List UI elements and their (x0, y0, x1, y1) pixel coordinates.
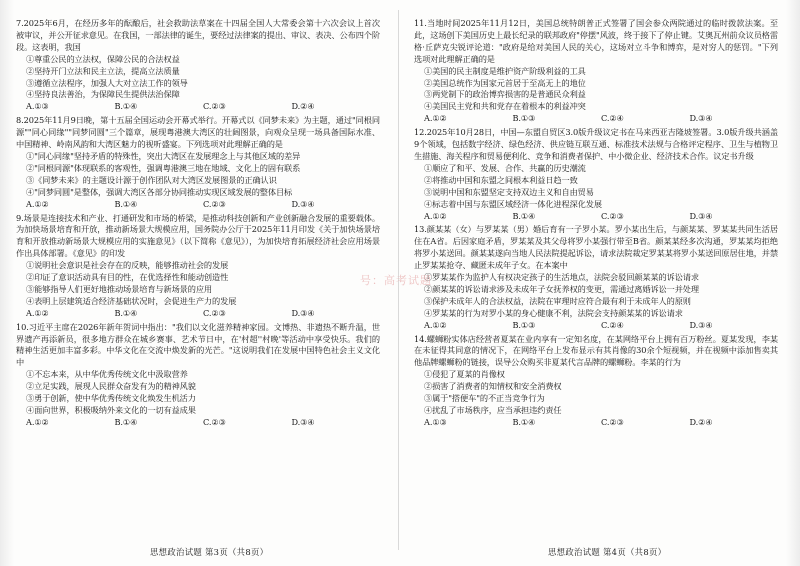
question-block (414, 334, 778, 429)
statement-option: ④扰乱了市场秩序，应当承担违约责任 (424, 405, 562, 415)
statement-option: ③保护未成年人的合法权益，法院在审理时应符合最有利于未成年人的原则 (424, 295, 691, 306)
statement-option: ①顺应了和平、发展、合作、共赢的历史潮流 (424, 162, 586, 173)
question-block (16, 213, 380, 320)
statement-option: ①罗某某作为监护人有权决定孩子的生活地点，法院会驳回颜某某的诉讼请求 (424, 272, 699, 283)
answer-choice: A.①② (424, 210, 447, 221)
statement-option: ②"同根同源"体现联系的客观性，强调粤港澳三地在地域、文化上的固有联系 (26, 162, 301, 173)
question-block (16, 322, 380, 429)
answer-choice: B.①③ (512, 113, 536, 124)
question-block (16, 18, 380, 113)
answer-choice: C.②④ (601, 113, 624, 124)
answer-choice: C.②③ (203, 307, 226, 318)
statement-option: ①说明社会意识是社会存在的反映，能够推动社会的发展 (26, 260, 229, 271)
answer-choices (16, 199, 380, 211)
answer-choice: D.②④ (291, 101, 315, 112)
answer-choices (414, 320, 778, 332)
statement-option: ②印证了意识活动具有目的性，在优选择性和能动创造性 (26, 272, 229, 283)
answer-choice: C.②④ (601, 319, 624, 330)
answer-choice: D.③④ (689, 113, 713, 124)
statement-option: ④标志着中国与东盟区域经济一体化进程深化发展 (424, 198, 602, 209)
statement-option: ④罗某某的行为对罗小某的身心健康不利，法院会支持颜某某的诉讼请求 (424, 307, 683, 318)
answer-choice: C.②③ (203, 198, 226, 209)
page-edge-shadow (786, 0, 800, 566)
question-stem: 8.2025年11月9日晚，第十五届全国运动会开幕式举行。开幕式以《同梦未来》为主题，通过"同根同源""同心同缘""同梦同圆"三个篇章，展现粤港澳大湾区的壮阔图景，向观众呈现一场具备国际水准、中国精神、岭南风韵和大湾区魅力的视听盛宴。下列选项对此理解正确的是 (16, 115, 380, 150)
answer-choice: A.①② (26, 198, 49, 209)
answer-choice: A.①② (424, 113, 447, 124)
statement-option: ④面向世界，积极吸纳外来文化的一切有益成果 (26, 405, 196, 415)
answer-choice: D.③④ (689, 319, 713, 330)
answer-choices (16, 308, 380, 320)
statement-option: ③《同梦未来》的主题设计源于创作团队对大湾区发展图景的正确认识 (26, 174, 277, 185)
statement-option: ①侵犯了夏某的肖像权 (424, 369, 505, 380)
page-edge-shadow (0, 0, 14, 566)
answer-choice: B.①④ (114, 307, 138, 318)
answer-choices (16, 101, 380, 113)
right-page-column (414, 18, 778, 538)
statement-option: ①"同心同缘"坚持矛盾的特殊性，突出大湾区在发展理念上与其他区域的差异 (26, 150, 301, 161)
answer-choices (414, 417, 778, 429)
answer-choice: D.③④ (689, 210, 713, 221)
answer-choice: A.①② (26, 307, 49, 318)
statement-option: ③两党制下的政治博弈损害的是普通民众利益 (424, 89, 586, 100)
statement-option: ②颜某某的诉讼请求涉及未成年子女抚养权的变更，需通过离婚诉讼一并处理 (424, 283, 699, 294)
statement-option: ④"同梦同圆"是整体，强调大湾区各部分协同推动实现区域发展的整体目标 (26, 186, 293, 197)
answer-choice: A.①② (26, 416, 49, 427)
statement-option: ②将推动中国和东盟之间根本利益日趋一致 (424, 174, 578, 185)
answer-choices (414, 211, 778, 223)
answer-choice: A.①② (424, 319, 447, 330)
statement-option: ④美国民主党和共和党存在着根本的利益冲突 (424, 101, 586, 112)
statement-option: ③说明中国和东盟坚定支持双边主义和自由贸易 (424, 186, 594, 197)
question-stem: 9.场景是连接技术和产业、打通研发和市场的桥梁，是推动科技创新和产业创新融合发展的重要载体。为加快场景培育和开放，推动新场景大规模应用，国务院办公厅于2025年11月印发《关于加快场景培育和开放推动新场景大规模应用的实施意见》（以下简称《意见》），为加快培育拓展经济社会应用场景作出具体部署。《意见》的印发 (16, 212, 380, 259)
statement-option: ②立足实践，展现人民群众奋发有为的精神风貌 (26, 381, 196, 392)
answer-choice: B.①④ (114, 101, 138, 112)
question-stem: 10.习近平主席在2026年新年贺词中指出："我们以文化滋养精神家园。文博热、非遗热不断升温，世界遗产再添新员，很多地方群众在城乡赛事、艺术节日中，在'村超''村晚'等活动中享受快乐。我们的精神生活更加丰富多彩。中华文化在交流中焕发新的光芒。"这说明我们在发展中国特色社会主义文化中 (16, 321, 380, 368)
answer-choices (414, 113, 778, 125)
answer-choice: C.②③ (601, 416, 624, 427)
answer-choice: B.①④ (512, 210, 536, 221)
answer-choice: C.②③ (203, 416, 226, 427)
question-stem: 13.颜某某（女）与罗某某（男）婚后育有一子罗小某。罗小某出生后，与颜某某、罗某某共同生活居住在A省。后因家庭矛盾，罗某某及其父母将罗小某强行带至B省。颜某某经多次沟通，罗某某均拒绝将罗小某送回。颜某某遂向当地人民法院提起诉讼，请求法院裁定罗某某将罗小某送回原居住地，并禁止罗某某抢夺、藏匿未成年子女。在本案中 (414, 224, 778, 271)
question-block (414, 224, 778, 331)
answer-choice: D.②④ (689, 416, 713, 427)
answer-choice: B.①④ (114, 198, 138, 209)
question-block (16, 115, 380, 210)
watermark-text: 号：高考试题 (360, 274, 432, 287)
statement-option: ③遵循立法程序，加强人大对立法工作的领导 (26, 77, 188, 88)
page-footer-right: 思想政治试题 第4页（共8页） (548, 547, 667, 557)
statement-option: ②美国总统作为国家元首居于至高无上的地位 (424, 77, 586, 88)
statement-option: ②坚持开门立法和民主立法，提高立法质量 (26, 65, 180, 76)
answer-choice: C.②③ (601, 210, 624, 221)
answer-choice: D.③④ (291, 307, 315, 318)
question-stem: 14.螺蛳粉实体店经营者夏某在业内享有一定知名度，在某网络平台上拥有百万粉丝。夏某发现，李某在未征得其同意的情况下，在网络平台上发布显示有其肖像的30余个短视频，并在视频中添加售卖其他品牌螺蛳粉的链接，误导公众购买非夏某代言品牌的螺蛳粉。李某的行为 (414, 333, 778, 368)
question-stem: 11.当地时间2025年11月12日，美国总统特朗普正式签署了国会参众两院通过的临时拨款法案。至此，这场创下美国历史上最长纪录的联邦政府"停摆"风波，终于接下了停止键。艾奥瓦州前众议员格雷格·丘萨克尖锐评论道："政府是给对美国人民的关心，这场对立斗争和博弈，是对穷人的惩罚。"下列选项对此理解正确的是 (414, 18, 778, 64)
answer-choice: D.③④ (291, 416, 315, 427)
answer-choice: C.②③ (203, 101, 226, 112)
question-stem: 7.2025年6月，在经历多年的酝酿后，社会救助法草案在十四届全国人大常委会第十六次会议上首次被审议，并公开征求意见。在我国，一部法律的诞生，要经过法律案的提出、审议、表决、公布四个阶段。这表明，我国 (16, 18, 380, 52)
answer-choice: A.①③ (26, 101, 49, 112)
answer-choice: B.①④ (512, 416, 536, 427)
answer-choice: B.①④ (114, 416, 138, 427)
statement-option: ④坚持良法善治，为保障民生提供法治保障 (26, 89, 180, 100)
statement-option: ①美国的民主制度是维护资产阶级利益的工具 (424, 65, 586, 76)
answer-choice: A.①③ (424, 416, 447, 427)
answer-choice: D.③④ (291, 198, 315, 209)
question-block (414, 18, 778, 125)
statement-option: ①尊重公民的立法权，保障公民的合法权益 (26, 53, 180, 64)
statement-option: ③勇于创新，使中华优秀传统文化焕发生机活力 (26, 393, 196, 404)
statement-option: ③能够指导人们更好地推动场景培育与新场景的应用 (26, 283, 213, 294)
question-stem: 12.2025年10月28日，中国—东盟自贸区3.0版升级议定书在马来西亚吉隆坡签署。3.0版升级共涵盖9个领域，包括数字经济、绿色经济、供应链互联互通、标准技术法规与合格评定程序、卫生与植物卫生措施、海关程序和贸易便利化、竞争和消费者保护、中小微企业、经济技术合作。议定书升级 (414, 127, 778, 161)
left-page-column (16, 18, 380, 538)
answer-choice: B.①③ (512, 319, 536, 330)
answer-choices (16, 417, 380, 429)
statement-option: ④表明上层建筑适合经济基础状况时，会促进生产力的发展 (26, 295, 237, 306)
question-block (414, 127, 778, 222)
statement-option: ①不忘本来，从中华优秀传统文化中汲取营养 (26, 369, 188, 380)
statement-option: ③属于"搭便车"的不正当竞争行为 (424, 393, 545, 404)
page-footer-left: 思想政治试题 第3页（共8页） (150, 547, 269, 557)
statement-option: ②损害了消费者的知情权和安全消费权 (424, 381, 562, 392)
